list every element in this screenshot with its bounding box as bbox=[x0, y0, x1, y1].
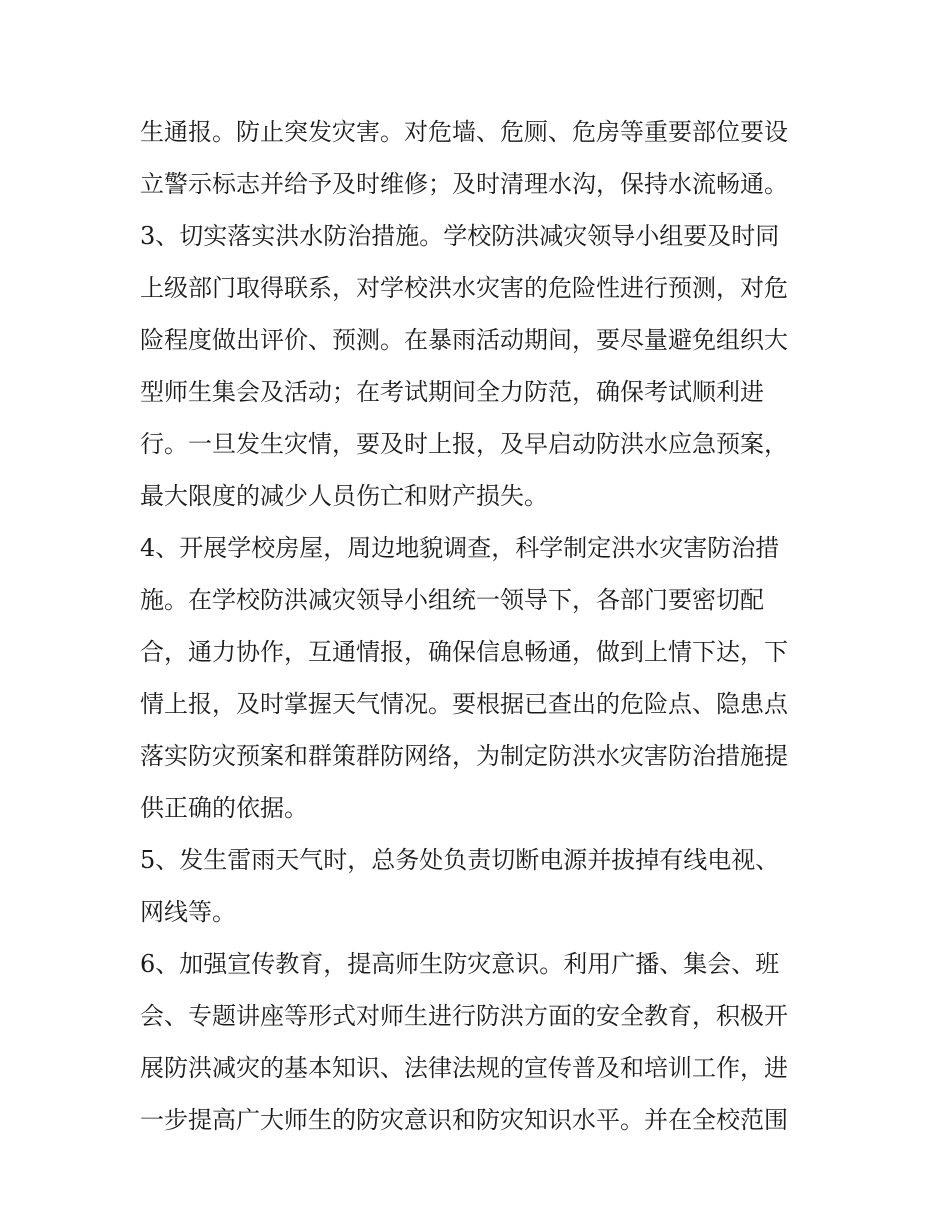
text-line: 4、开展学校房屋，周边地貌调查，科学制定洪水灾害防治措 bbox=[140, 534, 780, 562]
text-line: 会、专题讲座等形式对师生进行防洪方面的安全教育，积极开 bbox=[140, 1002, 788, 1030]
text-line: 展防洪减灾的基本知识、法律法规的宣传普及和培训工作，进 bbox=[140, 1054, 788, 1082]
text-line: 施。在学校防洪减灾领导小组统一领导下，各部门要密切配 bbox=[140, 586, 764, 614]
text-line: 险程度做出评价、预测。在暴雨活动期间，要尽量避免组织大 bbox=[140, 326, 788, 354]
text-line: 行。一旦发生灾情，要及时上报，及早启动防洪水应急预案， bbox=[140, 430, 788, 458]
text-line: 情上报，及时掌握天气情况。要根据已查出的危险点、隐患点 bbox=[140, 690, 788, 718]
text-line: 上级部门取得联系，对学校洪水灾害的危险性进行预测，对危 bbox=[140, 274, 788, 302]
text-line: 合，通力协作，互通情报，确保信息畅通，做到上情下达，下 bbox=[140, 638, 788, 666]
text-line: 5、发生雷雨天气时，总务处负责切断电源并拔掉有线电视、 bbox=[140, 846, 780, 874]
text-line: 落实防灾预案和群策群防网络，为制定防洪水灾害防治措施提 bbox=[140, 742, 788, 770]
text-line: 供正确的依据。 bbox=[140, 794, 308, 822]
body-text bbox=[140, 106, 820, 1146]
text-line: 型师生集会及活动；在考试期间全力防范，确保考试顺利进 bbox=[140, 378, 764, 406]
text-line: 3、切实落实洪水防治措施。学校防洪减灾领导小组要及时同 bbox=[140, 222, 780, 250]
text-line: 6、加强宣传教育，提高师生防灾意识。利用广播、集会、班 bbox=[140, 950, 780, 978]
text-line: 网线等。 bbox=[140, 898, 236, 926]
text-line: 一步提高广大师生的防灾意识和防灾知识水平。并在全校范围 bbox=[140, 1106, 788, 1134]
text-line: 立警示标志并给予及时维修；及时清理水沟，保持水流畅通。 bbox=[140, 170, 788, 198]
text-line: 最大限度的减少人员伤亡和财产损失。 bbox=[140, 482, 548, 510]
text-line: 生通报。防止突发灾害。对危墙、危厕、危房等重要部位要设 bbox=[140, 118, 788, 146]
